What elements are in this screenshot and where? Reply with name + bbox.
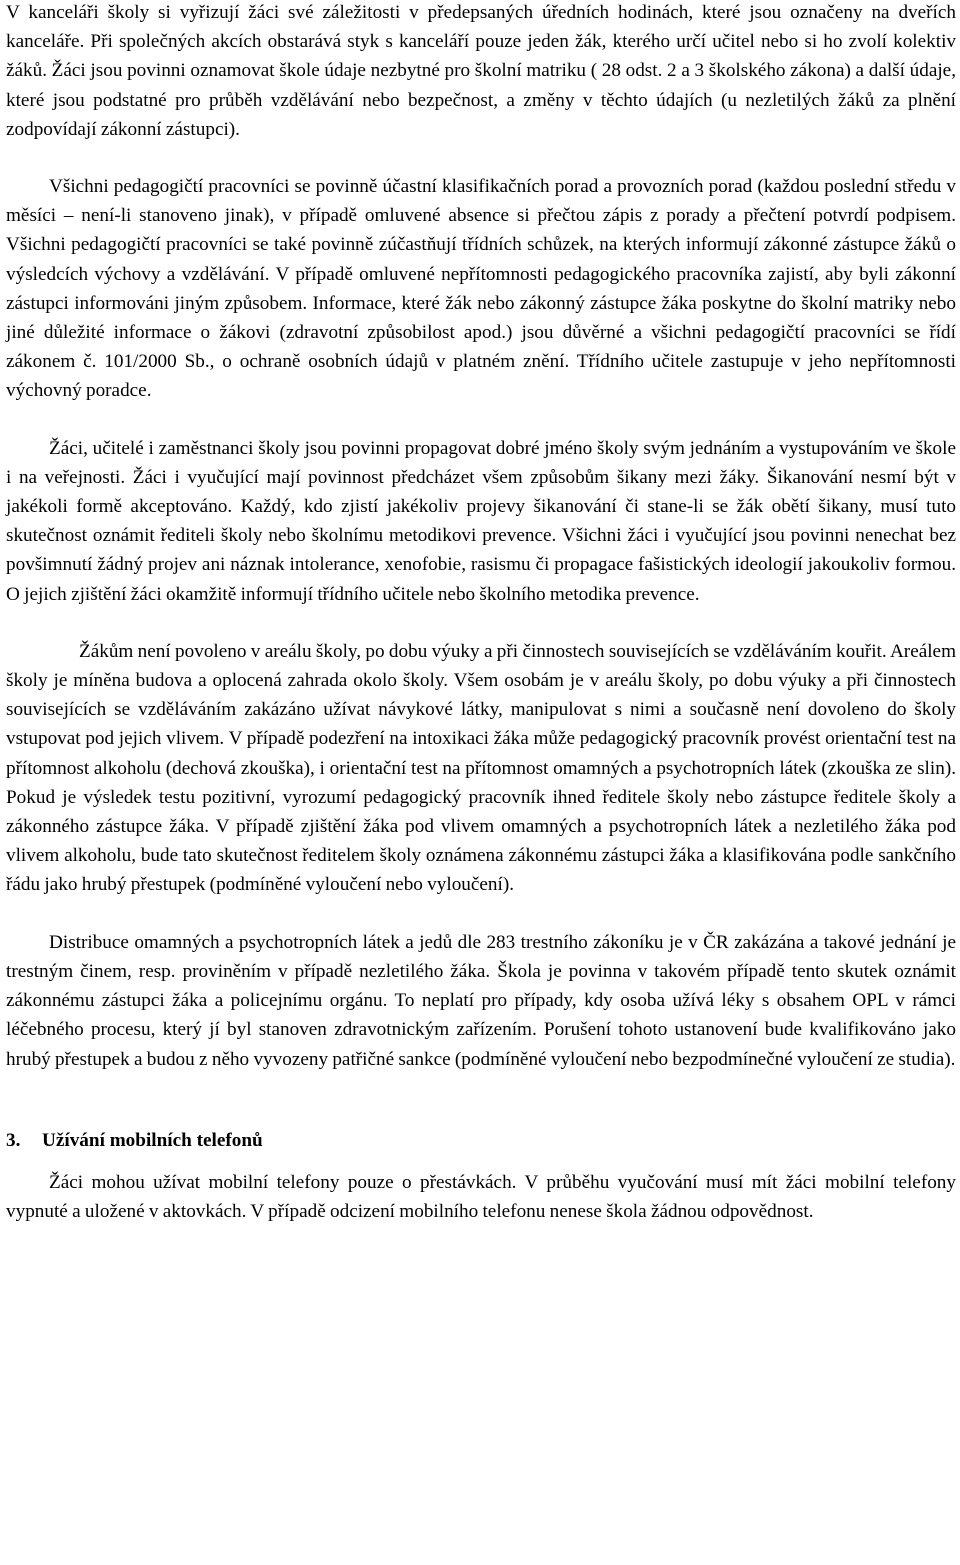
paragraph-mobile-phones: Žáci mohou užívat mobilní telefony pouze o přestávkách. V průběhu vyučování musí mít žáci mobilní telefony vypnuté a uložené v aktovkách. V případě odcizení mobilního telefonu nenese škola žádnou odpovědnost. [6,1171,956,1223]
section-heading [6,1126,956,1155]
section-number: 3. [6,1129,21,1151]
paragraph-drug-distribution: Distribuce omamných a psychotropních látek a jedů dle 283 trestního zákoníku je v ČR zakázána a takové jednání je trestným činem, resp. proviněním v případě nezletilého žáka. Škola je povinna v takovém případě tento skutek oznámit zákonnému zástupci žáka a policejnímu orgánu. To neplatí pro případy, kdy osoba užívá léky s obsahem OPL v rámci léčebného procesu, který jí byl stanoven zdravotnickým zařízením. Porušení tohoto ustanovení bude kvalifikováno jako hrubý přestupek a budou z něho vyvozeny patřičné sankce (podmíněné vyloučení nebo bezpodmínečné vyloučení ze studia). [6,931,956,1070]
section-title: Užívání mobilních telefonů [42,1129,263,1151]
document-page [6,0,956,1226]
paragraph-staff-meetings: Všichni pedagogičtí pracovníci se povinně účastní klasifikačních porad a provozních porad (každou poslední středu v měsíci – není-li stanoveno jinak), v případě omluvené absence si přečtou zápis z porady a přečtení potvrdí podpisem. Všichni pedagogičtí pracovníci se také povinně zúčastňují třídních schůzek, na kterých informují zákonné zástupce žáků o výsledcích výchovy a vzdělávání. V případě omluvené nepřítomnosti pedagogického pracovníka zajistí, aby byli zákonní zástupci informováni jiným způsobem. Informace, které žák nebo zákonný zástupce žáka poskytne do školní matriky nebo jiné důležité informace o žákovi (zdravotní způsobilost apod.) jsou důvěrné a všichni pedagogičtí pracovníci se řídí zákonem č. 101/2000 Sb., o ochraně osobních údajů v platném znění. Třídního učitele zastupuje v jeho nepřítomnosti výchovný poradce. [6,176,956,402]
paragraph-smoking-drugs: Žákům není povoleno v areálu školy, po dobu výuky a při činnostech souvisejících se vzděláváním kouřit. Areálem školy je míněna budova a oplocená zahrada okolo školy. Všem osobám je v areálu školy, po dobu výuky a při činnostech souvisejících se vzděláváním zakázáno užívat návykové látky, manipulovat s nimi a současně není dovoleno do školy vstupovat pod jejich vlivem. V případě podezření na intoxikaci žáka může pedagogický pracovník provést orientační test na přítomnost alkoholu (dechová zkouška), i orientační test na přítomnost omamných a psychotropních látek (zkouška ze slin). Pokud je výsledek testu pozitivní, vyrozumí pedagogický pracovník ihned ředitele školy nebo zástupce ředitele školy a zákonného zástupce žáka. V případě zjištění žáka pod vlivem omamných a psychotropních látek a nezletilého žáka pod vlivem alkoholu, bude tato skutečnost ředitelem školy oznámena zákonnému zástupci žáka a klasifikována podle sankčního řádu jako hrubý přestupek (podmíněné vyloučení nebo vyloučení). [6,640,956,896]
paragraph-bullying: Žáci, učitelé i zaměstnanci školy jsou povinni propagovat dobré jméno školy svým jednáním a vystupováním ve škole i na veřejnosti. Žáci i vyučující mají povinnost předcházet všem způsobům šikany mezi žáky. Šikanování nesmí být v jakékoli formě akceptováno. Každý, kdo zjistí jakékoliv projevy šikanování či stane-li se žák obětí šikany, musí tuto skutečnost oznámit řediteli školy nebo školnímu metodikovi prevence. Všichni žáci i vyučující jsou povinni nenechat bez povšimnutí žádný projev ani náznak intolerance, xenofobie, rasismu či propagace fašistických ideologií jakoukoliv formou. O jejich zjištění žáci okamžitě informují třídního učitele nebo školního metodika prevence. [6,437,956,605]
paragraph-office: V kanceláři školy si vyřizují žáci své záležitosti v předepsaných úředních hodinách, které jsou označeny na dveřích kanceláře. Při společných akcích obstarává styk s kanceláří pouze jeden žák, kterého určí učitel nebo si ho zvolí kolektiv žáků. Žáci jsou povinni oznamovat škole údaje nezbytné pro školní matriku ( 28 odst. 2 a 3 školského zákona) a další údaje, které jsou podstatné pro průběh vzdělávání nebo bezpečnost, a změny v těchto údajích (u nezletilých žáků za plnění zodpovídají zákonní zástupci). [6,2,956,140]
